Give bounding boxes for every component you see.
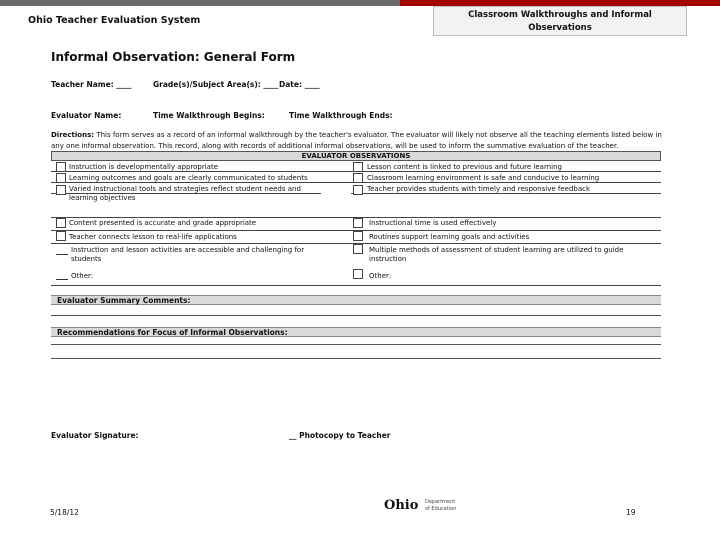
checkbox-left-1[interactable]	[56, 162, 66, 172]
left-item-other: Other:	[71, 272, 94, 280]
left-item-1: Instruction is developmentally appropriate	[69, 163, 219, 171]
top-accent-bar-gray	[0, 0, 400, 6]
page-number: 19	[626, 508, 636, 517]
recommendations-line-2	[51, 358, 661, 359]
logo-department-text	[425, 499, 456, 513]
evaluator-signature-field: Evaluator Signature:	[51, 431, 139, 440]
recommendations-line-1	[51, 344, 661, 345]
directions-text: This form serves as a record of an informal walkthrough by the teacher's evaluator. The evaluator will likely not observe all the teaching elements listed below in any one informal observation. This record, along with records of additional informal observations, will be used to inform the summative evaluation of the teacher.	[51, 131, 662, 150]
right-item-6: Multiple methods of assessment of student learning are utilized to guide instruction	[369, 246, 624, 263]
right-item-5: Routines support learning goals and activities	[369, 233, 530, 241]
right-item-other: Other:	[369, 272, 392, 280]
left-item-4: Content presented is accurate and grade appropriate	[69, 219, 257, 227]
checkbox-left-4[interactable]	[56, 218, 66, 228]
blank-left-7[interactable]	[56, 279, 68, 280]
summary-line	[51, 315, 661, 316]
checkbox-left-3[interactable]	[56, 185, 66, 195]
directions-label: Directions:	[51, 131, 95, 139]
form-title: Informal Observation: General Form	[51, 50, 296, 64]
checkbox-right-5[interactable]	[353, 231, 363, 241]
observations-table	[51, 151, 661, 285]
header-title-line1: Classroom Walkthroughs and Informal	[468, 10, 652, 20]
ohio-education-logo	[384, 498, 474, 518]
left-item-3: Varied instructional tools and strategies reflect student needs and learning objectives	[69, 185, 301, 202]
checkbox-left-2[interactable]	[56, 173, 66, 183]
summary-comments-bar: Evaluator Summary Comments:	[51, 295, 661, 305]
blank-left-6[interactable]	[56, 254, 68, 255]
checkbox-right-7[interactable]	[353, 269, 363, 279]
right-item-4: Instructional time is used effectively	[369, 219, 497, 227]
checkbox-right-3[interactable]	[353, 185, 363, 195]
left-item-5: Teacher connects lesson to real-life applications	[69, 233, 237, 241]
walkthrough-ends-field: Time Walkthrough Ends:	[289, 111, 393, 120]
photocopy-to-teacher[interactable]: __ Photocopy to Teacher	[289, 431, 391, 440]
footer-date: 5/18/12	[50, 508, 79, 517]
checkbox-right-2[interactable]	[353, 173, 363, 183]
evaluator-name-field: Evaluator Name:	[51, 111, 122, 120]
logo-dept-line2: of Education	[425, 506, 457, 512]
right-item-1: Lesson content is linked to previous and future learning	[367, 163, 562, 171]
walkthrough-begins-field: Time Walkthrough Begins:	[153, 111, 265, 120]
recommendations-bar: Recommendations for Focus of Informal Observations:	[51, 327, 661, 337]
header-title-box	[433, 6, 687, 36]
row-divider	[51, 285, 661, 286]
right-item-3: Teacher provides students with timely and responsive feedback	[367, 185, 591, 193]
checkbox-right-1[interactable]	[353, 162, 363, 172]
logo-dept-line1: Department	[425, 499, 456, 505]
header-title-line2: Observations	[528, 23, 592, 33]
directions	[51, 130, 663, 152]
logo-ohio-text: Ohio	[384, 498, 419, 513]
date-field: Date: ____	[279, 80, 320, 89]
checkbox-right-6[interactable]	[353, 244, 363, 254]
left-item-2: Learning outcomes and goals are clearly communicated to students	[69, 174, 308, 182]
system-title: Ohio Teacher Evaluation System	[28, 15, 201, 26]
grade-subject-field: Grade(s)/Subject Area(s): ____	[153, 80, 279, 89]
right-item-2: Classroom learning environment is safe and conducive to learning	[367, 174, 600, 182]
checkbox-right-4[interactable]	[353, 218, 363, 228]
observations-header: EVALUATOR OBSERVATIONS	[51, 151, 661, 161]
checkbox-left-5[interactable]	[56, 231, 66, 241]
teacher-name-field: Teacher Name: ____	[51, 80, 132, 89]
left-item-6: Instruction and lesson activities are accessible and challenging for students	[71, 246, 305, 263]
